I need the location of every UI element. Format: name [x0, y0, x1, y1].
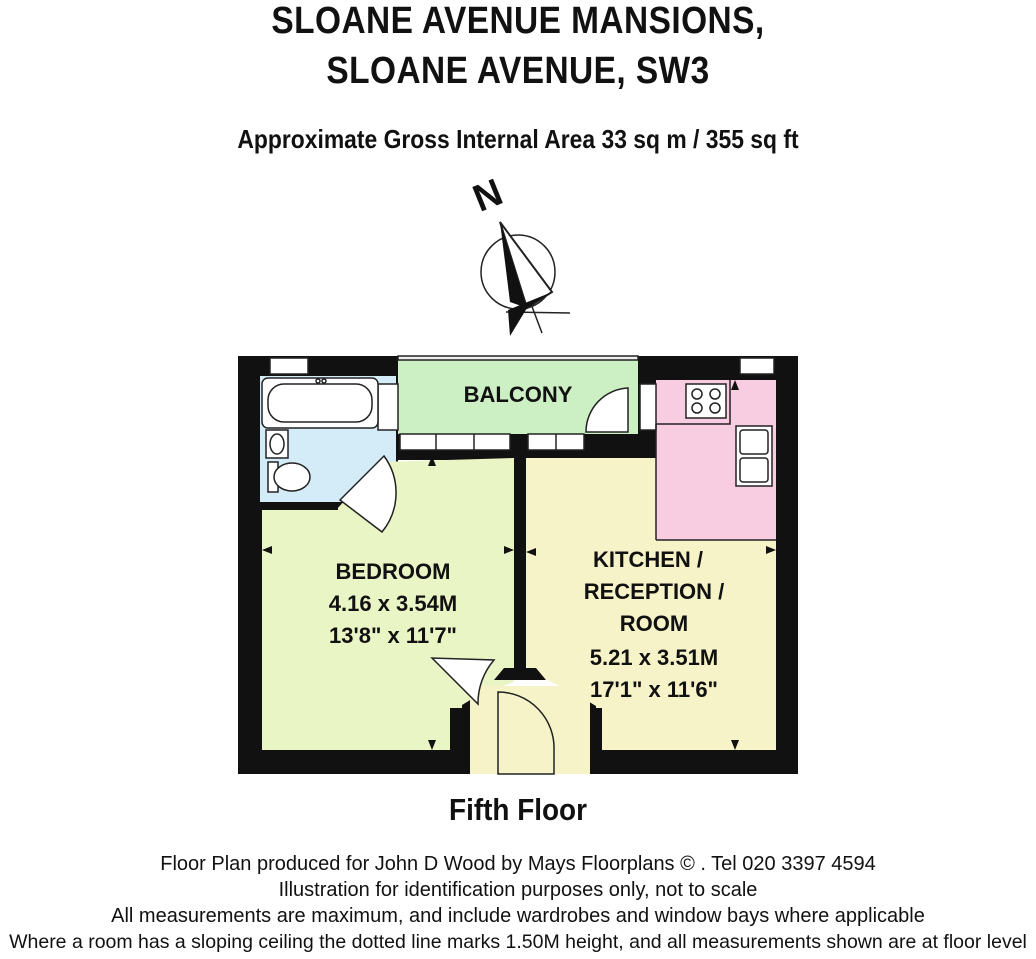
basin-icon [266, 430, 288, 458]
sink-icon [736, 426, 772, 486]
kitchen-label-2: RECEPTION / [583, 579, 725, 604]
bedroom-imperial: 13'8" x 11'7" [329, 623, 457, 648]
compass-icon [467, 171, 570, 336]
footer-line-3: All measurements are maximum, and include wardrobes and window bays where applicable [111, 905, 925, 927]
compass-letter: N [467, 171, 509, 221]
toilet-icon [268, 462, 310, 492]
bath-icon [262, 378, 378, 428]
hob-icon [686, 384, 726, 418]
gross-area: Approximate Gross Internal Area 33 sq m / 355 sq ft [237, 124, 799, 154]
floor-label: Fifth Floor [449, 792, 587, 827]
title-line-2: SLOANE AVENUE, SW3 [326, 50, 710, 92]
footer-line-1: Floor Plan produced for John D Wood by Mays Floorplans © . Tel 020 3397 4594 [160, 853, 876, 875]
footer-line-4: Where a room has a sloping ceiling the dotted line marks 1.50M height, and all measurements shown are at floor level [9, 931, 1027, 953]
title-line-1: SLOANE AVENUE MANSIONS, [271, 0, 765, 42]
kitchen-label-1: KITCHEN / [593, 547, 703, 572]
balcony-label: BALCONY [463, 382, 573, 407]
kitchen-imperial: 17'1" x 11'6" [590, 677, 718, 702]
kitchen-label-3: ROOM [619, 611, 689, 636]
bedroom-label: BEDROOM [335, 559, 451, 584]
bedroom-metric: 4.16 x 3.54M [328, 591, 458, 616]
kitchen-metric: 5.21 x 3.51M [589, 645, 719, 670]
footer-line-2: Illustration for identification purposes only, not to scale [278, 879, 758, 901]
